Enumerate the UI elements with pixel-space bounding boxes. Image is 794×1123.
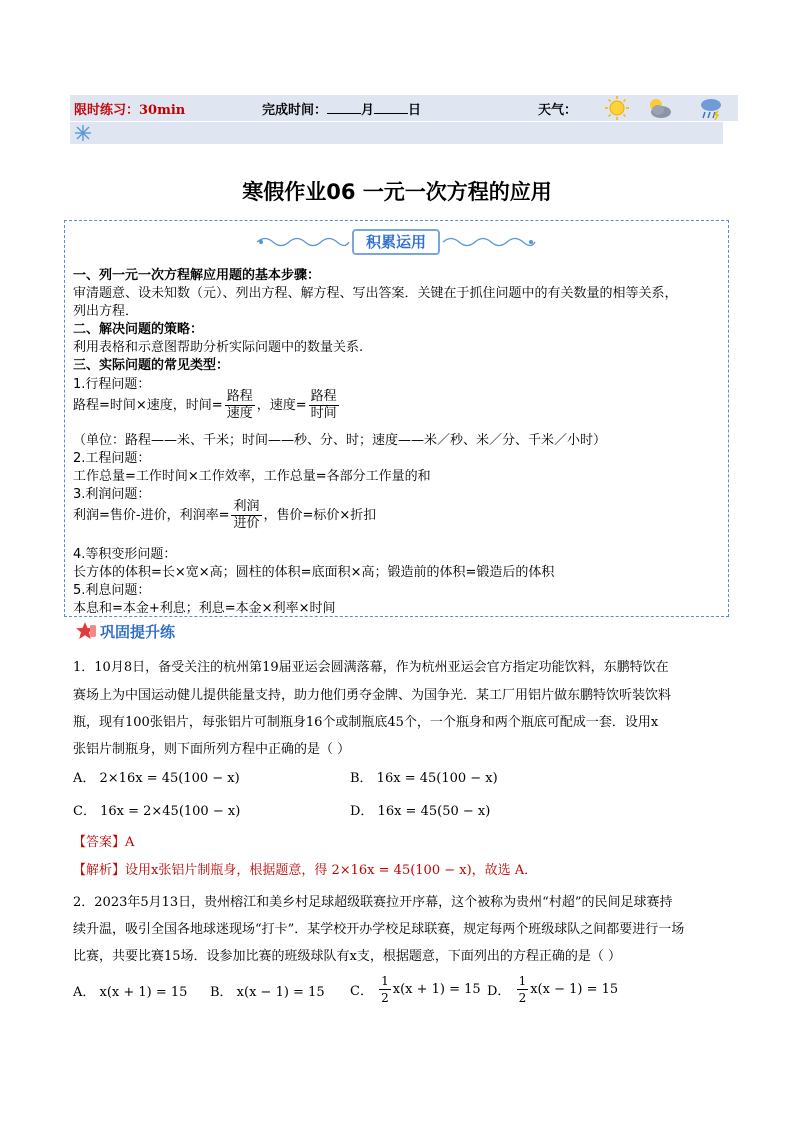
steps-text-2: 列出方程． bbox=[73, 304, 139, 319]
volume-formula: 长方体的体积=长×宽×高；圆柱的体积=底面积×高；锻造前的体积=锻造后的体积 bbox=[73, 565, 555, 580]
type-travel: 1.行程问题： bbox=[73, 377, 151, 392]
type-engineering: 2.工程问题： bbox=[73, 451, 151, 466]
q1-analysis: 【解析】设用x张铝片制瓶身，根据题意，得 2×16x = 45(100 − x)，故选 A． bbox=[73, 863, 538, 878]
sunny-icon[interactable] bbox=[604, 95, 630, 121]
q2-option-d[interactable]: D． $\frac{1}{2}$ x(x − 1) = 15 bbox=[487, 974, 619, 1005]
page-title: 寒假作业06 一元一次方程的应用 bbox=[242, 180, 552, 204]
travel-formula: 路程=时间×速度，时间= $\frac{\text{路程}}{\text{速度}}$ ，速度= $\frac{\text{路程}}{\text{时间}}$ bbox=[73, 389, 337, 421]
q1-line-3: 瓶，现有100张铝片，每张铝片可制瓶身16个或制瓶底45个，一个瓶身和两个瓶底可配成一套．设用x bbox=[73, 715, 659, 730]
q1-line-4: 张铝片制瓶身，则下面所列方程中正确的是（ ） bbox=[73, 742, 351, 757]
profit-formula: 利润=售价-进价，利润率= $\frac{\text{利润}}{\text{进价}}$ ，售价=标价×折扣 bbox=[73, 499, 377, 531]
q1-option-b[interactable]: B． 16x = 45(100 − x) bbox=[350, 771, 498, 786]
travel-units: （单位：路程——米、千米；时间——秒、分、时；速度——米／秒、米／分、千米／小时） bbox=[73, 433, 607, 448]
interest-formula: 本息和=本金+利息；利息=本金×利率×时间 bbox=[73, 601, 336, 616]
type-volume: 4.等积变形问题： bbox=[73, 547, 177, 562]
q2-line-3: 比赛，共要比赛15场．设参加比赛的班级球队有x支，根据题意，下面列出的方程正确的是（ ） bbox=[73, 949, 622, 964]
strategy-text: 利用表格和示意图帮助分析实际问题中的数量关系. bbox=[73, 340, 364, 355]
header-bar bbox=[70, 95, 738, 121]
fraction-road-time: $\frac{\text{路程}}{\text{时间}}$ bbox=[310, 389, 337, 421]
engineering-formula: 工作总量=工作时间×工作效率，工作总量=各部分工作量的和 bbox=[73, 469, 431, 484]
accumulate-badge: 积累运用 bbox=[352, 229, 440, 255]
cloudy-icon[interactable] bbox=[646, 95, 672, 121]
heading-types: 三、实际问题的常见类型： bbox=[73, 358, 230, 373]
wave-decoration-right bbox=[441, 233, 537, 251]
fraction-profit-cost: $\frac{\text{利润}}{\text{进价}}$ bbox=[233, 499, 260, 531]
q1-option-a[interactable]: A． 2×16x = 45(100 − x) bbox=[73, 771, 240, 786]
fraction-half: $\frac{1}{2}$ bbox=[518, 974, 527, 1005]
q2-option-c[interactable]: C． $\frac{1}{2}$ x(x + 1) = 15 bbox=[350, 974, 481, 1005]
blank-month[interactable] bbox=[327, 103, 361, 114]
rain-icon[interactable] bbox=[698, 95, 724, 121]
heading-strategy: 二、解决问题的策略： bbox=[73, 322, 204, 337]
weather-label: 天气： bbox=[538, 103, 578, 118]
heading-steps: 一、列一元一次方程解应用题的基本步骤： bbox=[73, 268, 321, 283]
q2-option-b[interactable]: B． x(x − 1) = 15 bbox=[210, 985, 325, 1000]
q2-line-2: 续升温，吸引全国各地球迷现场“打卡”．某学校开办学校足球联赛，规定每两个班级球队之间都要进行一场 bbox=[73, 922, 685, 937]
star-icon bbox=[76, 621, 98, 641]
section-title: 巩固提升练 bbox=[100, 623, 176, 641]
fraction-road-speed: $\frac{\text{路程}}{\text{速度}}$ bbox=[226, 389, 253, 421]
q1-option-d[interactable]: D． 16x = 45(50 − x) bbox=[350, 804, 491, 819]
q1-line-2: 赛场上为中国运动健儿提供能量支持，助力他们勇夺金牌、为国争光．某工厂用铝片做东鹏特饮听装饮料 bbox=[73, 688, 672, 703]
fraction-half: $\frac{1}{2}$ bbox=[381, 974, 389, 1005]
type-profit: 3.利润问题： bbox=[73, 487, 151, 502]
snowflake-icon bbox=[74, 124, 92, 142]
time-limit-label: 限时练习：30min bbox=[74, 103, 186, 118]
q2-option-a[interactable]: A． x(x + 1) = 15 bbox=[73, 985, 188, 1000]
q1-answer: 【答案】A bbox=[73, 835, 135, 850]
q2-line-1: 2．2023年5月13日，贵州榕江和美乡村足球超级联赛拉开序幕，这个被称为贵州“村超”的民间足球赛持 bbox=[73, 895, 673, 910]
q1-option-c[interactable]: C． 16x = 2×45(100 − x) bbox=[73, 804, 241, 819]
steps-text-1: 审清题意、设未知数（元）、列出方程、解方程、写出答案．关键在于抓住问题中的有关数量的相等关系， bbox=[73, 286, 678, 301]
type-interest: 5.利息问题： bbox=[73, 583, 151, 598]
completion-time: 完成时间： 月 日 bbox=[262, 103, 422, 118]
wave-decoration-left bbox=[255, 233, 351, 251]
header-bar-lower bbox=[70, 122, 723, 144]
blank-day[interactable] bbox=[374, 103, 408, 114]
q1-line-1: 1．10月8日，备受关注的杭州第19届亚运会圆满落幕，作为杭州亚运会官方指定功能饮料，东鹏特饮在 bbox=[73, 660, 669, 675]
analysis-tag: 【解析】 bbox=[73, 863, 126, 878]
